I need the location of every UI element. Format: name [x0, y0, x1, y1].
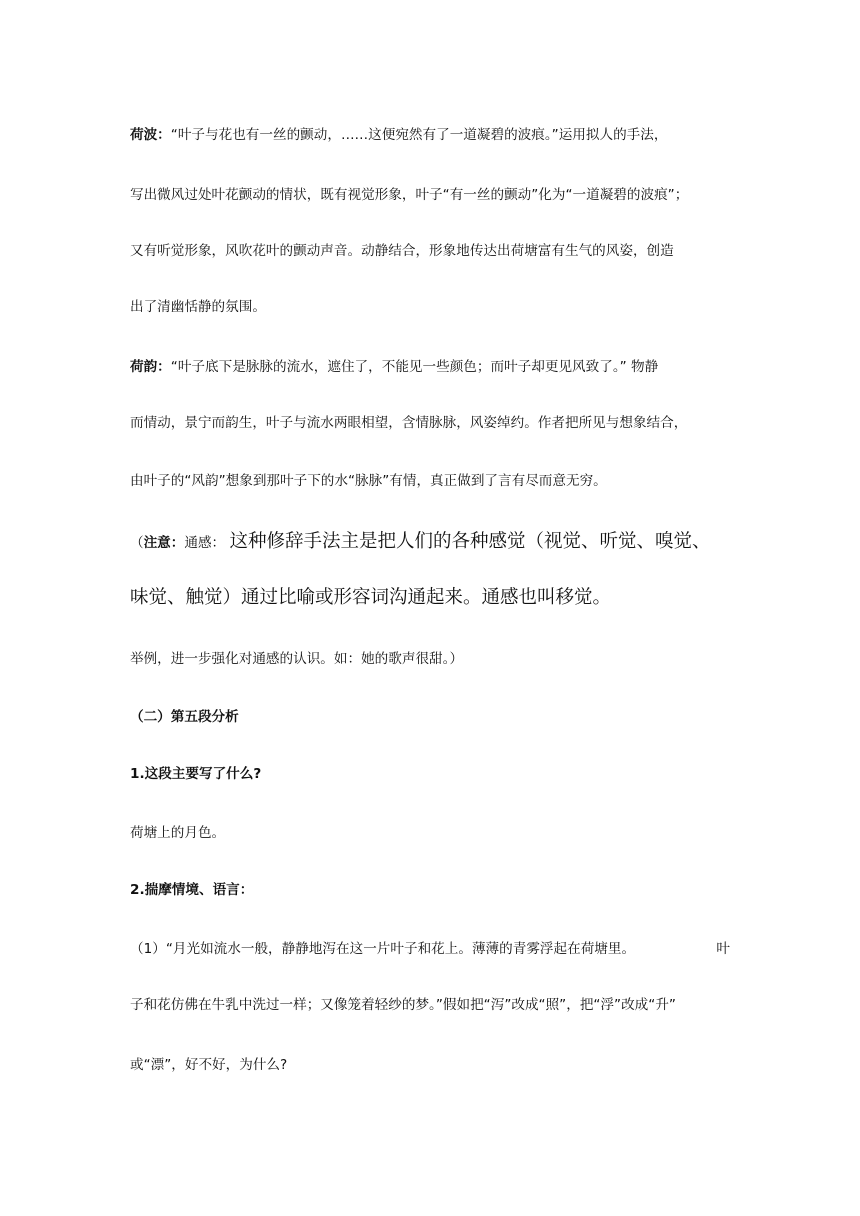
note-line-1: （注意：通感： 这种修辞手法主是把人们的各种感觉（视觉、听觉、嗅觉、 — [130, 531, 711, 552]
section-heading: （二）第五段分析 — [130, 709, 239, 725]
item-1-line-3: 或“漂”，好不好，为什么? — [130, 1057, 288, 1073]
answer-1: 荷塘上的月色。 — [130, 825, 226, 841]
heyun-line-2: 而情动，景宁而韵生，叶子与流水两眼相望，含情脉脉，风姿绰约。作者把所见与想象结合， — [130, 415, 688, 431]
hebo-line-2: 写出微风过处叶花颤动的情状，既有视觉形象，叶子“有一丝的颤动”化为“一道凝碧的波痕”； — [130, 187, 689, 203]
hebo-line-4: 出了清幽恬静的氛围。 — [130, 299, 266, 315]
heyun-line-1: 荷韵：“叶子底下是脉脉的流水，遮住了，不能见一些颜色；而叶子却更见风致了。” 物静 — [130, 359, 659, 375]
question-2: 2.揣摩情境、语言： — [130, 882, 254, 898]
question-1: 1.这段主要写了什么? — [130, 766, 262, 782]
hebo-line-1: 荷波：“叶子与花也有一丝的颤动，……这便宛然有了一道凝碧的波痕。”运用拟人的手法， — [130, 127, 668, 143]
item-1-line-1: （1）“月光如流水一般，静静地泻在这一片叶子和花上。薄薄的青雾浮起在荷塘里。 叶 — [130, 941, 730, 957]
note-line-2: 味觉、触觉）通过比喻或形容词沟通起来。通感也叫移觉。 — [130, 587, 612, 608]
hebo-line-3: 又有听觉形象，风吹花叶的颤动声音。动静结合，形象地传达出荷塘富有生气的风姿，创造 — [130, 243, 674, 259]
note-line-3: 举例，进一步强化对通感的认识。如：她的歌声很甜。） — [130, 651, 464, 667]
heyun-line-3: 由叶子的“风韵”想象到那叶子下的水“脉脉”有情，真正做到了言有尽而意无穷。 — [130, 473, 607, 489]
note-label: 注意： — [143, 535, 185, 551]
heyun-label: 荷韵： — [130, 359, 171, 375]
note-term: 通感： — [184, 535, 226, 551]
item-1-line-2: 子和花仿佛在牛乳中洗过一样；又像笼着轻纱的梦。”假如把“泻”改成“照”，把“浮”改成“升” — [130, 997, 676, 1013]
hebo-label: 荷波： — [130, 127, 171, 143]
